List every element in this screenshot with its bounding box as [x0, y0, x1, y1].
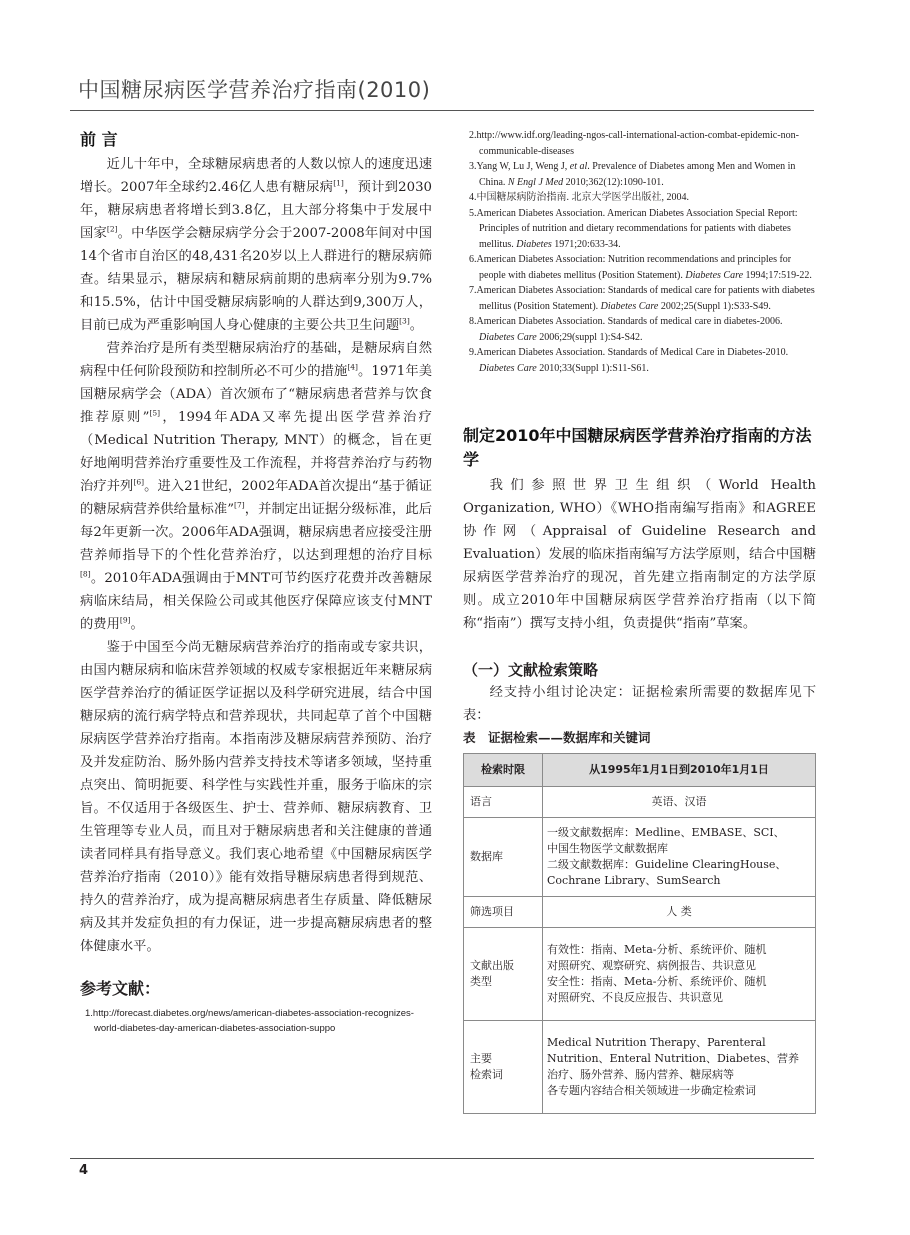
table-row — [464, 787, 816, 818]
header-rule — [70, 110, 814, 111]
reference-3: 3.Yang W, Lu J, Weng J, et al. Prevalence of Diabetes among Men and Women in China. N Engl J Med 2010;362(12):1090-101. — [469, 161, 796, 188]
references-heading: 参考文献： — [80, 979, 161, 998]
reference-2[interactable]: 2.http://www.idf.org/leading-ngos-call-international-action-combat-epidemic-non-communicable-diseases — [469, 130, 799, 157]
reference-6: 6.American Diabetes Association: Nutrition recommendations and principles for people with diabetes mellitus (Position Statement). Diabetes Care 1994;17:519-22. — [469, 254, 812, 281]
footer-rule — [70, 1158, 814, 1159]
preface-paragraph-3: 鉴于中国至今尚无糖尿病营养治疗的指南或专家共识，由国内糖尿病和临床营养领域的权威专家根据近年来糖尿病医学营养治疗的循证医学证据以及科学研究进展，结合中国糖尿病的流行病学特点和营养现状，共同起草了首个中国糖尿病医学营养治疗指南。本指南涉及糖尿病营养预防、治疗及并发症防治、肠外肠内营养支持技术等诸多领域，坚持重点突出、简明扼要、科学性与实践性并重，服务于临床的宗旨。不仅适用于各级医生、护士、营养师、糖尿病教育、卫生管理等专业人员，而且对于糖尿病患者和关注健康的普通读者同样具有指导意义。我们衷心地希望《中国糖尿病医学营养治疗指南（2010）》能有效指导糖尿病患者得到规范、持久的营养治疗，成为提高糖尿病患者生存质量、降低糖尿病及其并发症负担的有力保证，进一步提高糖尿病患者的整体健康水平。 — [80, 640, 432, 954]
preface-paragraph-1: 近儿十年中，全球糖尿病患者的人数以惊人的速度迅速增长。2007年全球约2.46亿人患有糖尿病[1]，预计到2030年，糖尿病患者将增长到3.8亿，且大部分将集中于发展中国家[2]。中华医学会糖尿病学分会于2007-2008年间对中国14个省市自治区的48,431名20岁以上人群进行的糖尿病筛查。结果显示，糖尿病和糖尿病前期的患病率分别为9.7%和15.5%，估计中国受糖尿病影响的人群达到9,300万人，目前已成为严重影响国人身心健康的主要公共卫生问题[3]。 — [80, 157, 433, 333]
reference-9: 9.American Diabetes Association. Standards of Medical Care in Diabetes-2010. Diabetes Care 2010;33(Suppl 1):S11-S61. — [469, 347, 789, 374]
running-head: 中国糖尿病医学营养治疗指南(2010) — [78, 78, 431, 102]
table-header-value: 从1995年1月1日到2010年1月1日 — [543, 754, 816, 787]
publication-type-value: 有效性：指南、Meta-分析、系统评价、随机 对照研究、观察研究、病例报告、共识意见 安全性：指南、Meta-分析、系统评价、随机 对照研究、不良反应报告、共识意见 — [543, 928, 816, 1021]
reference-5: 5.American Diabetes Association. American Diabetes Association Special Report: Principles of nutrition and dietary recommendations for patients with diabetes mellitus. Diabetes 1971;20:633-34. — [469, 207, 798, 250]
reference-7: 7.American Diabetes Association: Standards of medical care for patients with diabetes mellitus (Position Statement). Diabetes Care 2002;25(Suppl 1):S33-S49. — [469, 285, 815, 312]
evidence-search-table — [463, 753, 816, 1114]
right-column — [463, 128, 816, 1114]
literature-search-heading: （一）文献检索策略 — [463, 661, 599, 679]
table-row — [464, 1021, 816, 1114]
table-row — [464, 818, 816, 897]
filter-label: 筛选项目 — [464, 897, 543, 928]
table-row — [464, 897, 816, 928]
table-caption: 表 证据检索——数据库和关键词 — [463, 730, 651, 745]
language-label: 语言 — [464, 787, 543, 818]
reference-4: 4.中国糖尿病防治指南. 北京大学医学出版社, 2004. — [469, 192, 689, 203]
language-value: 英语、汉语 — [543, 787, 816, 818]
publication-type-label: 文献出版 类型 — [464, 928, 543, 1021]
preface-paragraph-2: 营养治疗是所有类型糖尿病治疗的基础，是糖尿病自然病程中任何阶段预防和控制所必不可少的措施[4]。1971年美国糖尿病学会（ADA）首次颁布了“糖尿病患者营养与饮食推荐原则”[5]，1994年ADA又率先提出医学营养治疗（Medical Nutrition Therapy, MNT）的概念，旨在更好地阐明营养治疗重要性及工作流程，并将营养治疗与药物治疗并列[6]。进入21世纪，2002年ADA首次提出“基于循证的糖尿病营养供给量标准”[7]，并制定出证据分级标准，此后每2年更新一次。2006年ADA强调，糖尿病患者应接受注册营养师指导下的个性化营养治疗，以达到理想的治疗目标[8]。2010年ADA强调由于MNT可节约医疗花费并改善糖尿病临床结局，相关保险公司或其他医疗保障应该支付MNT的费用[9]。 — [80, 341, 432, 632]
left-column — [80, 128, 432, 1036]
table-header-label: 检索时限 — [464, 754, 543, 787]
methods-section — [463, 424, 816, 1114]
methods-paragraph-2: 经支持小组讨论决定：证据检索所需要的数据库见下表： — [463, 685, 816, 723]
reference-1[interactable]: 1.http://forecast.diabetes.org/news/american-diabetes-association-recognizes-world-diabetes-day-american-diabetes-association-suppo — [85, 1008, 414, 1034]
table-row — [464, 928, 816, 1021]
preface-heading: 前 言 — [80, 130, 118, 149]
keywords-value: Medical Nutrition Therapy、Parenteral Nutrition、Enteral Nutrition、Diabetes、营养 治疗、肠外营养、肠内营养、糖尿病等 各专题内容结合相关领域进一步确定检索词 — [543, 1021, 816, 1114]
database-label: 数据库 — [464, 818, 543, 897]
database-value: 一级文献数据库：Medline、EMBASE、SCI、 中国生物医学文献数据库 二级文献数据库：Guideline ClearingHouse、 Cochrane Library、SumSearch — [543, 818, 816, 897]
reference-list — [463, 128, 816, 376]
table-row — [464, 754, 816, 787]
methods-heading: 制定2010年中国糖尿病医学营养治疗指南的方法学 — [463, 426, 812, 469]
page-number: 4 — [79, 1163, 89, 1178]
keywords-label: 主要 检索词 — [464, 1021, 543, 1114]
filter-value: 人 类 — [543, 897, 816, 928]
methods-paragraph-1: 我们参照世界卫生组织（World Health Organization, WHO）《WHO指南编写指南》和AGREE协作网（Appraisal of Guideline Research and Evaluation）发展的临床指南编写方法学原则，结合中国糖尿病医学营养治疗的现况，首先建立指南制定的方法学原则。成立2010年中国糖尿病医学营养治疗指南（以下简称“指南”）撰写支持小组，负责提供“指南”草案。 — [463, 478, 816, 631]
reference-8: 8.American Diabetes Association. Standards of medical care in diabetes-2006. Diabetes Care 2006;29(suppl 1):S4-S42. — [469, 316, 783, 343]
